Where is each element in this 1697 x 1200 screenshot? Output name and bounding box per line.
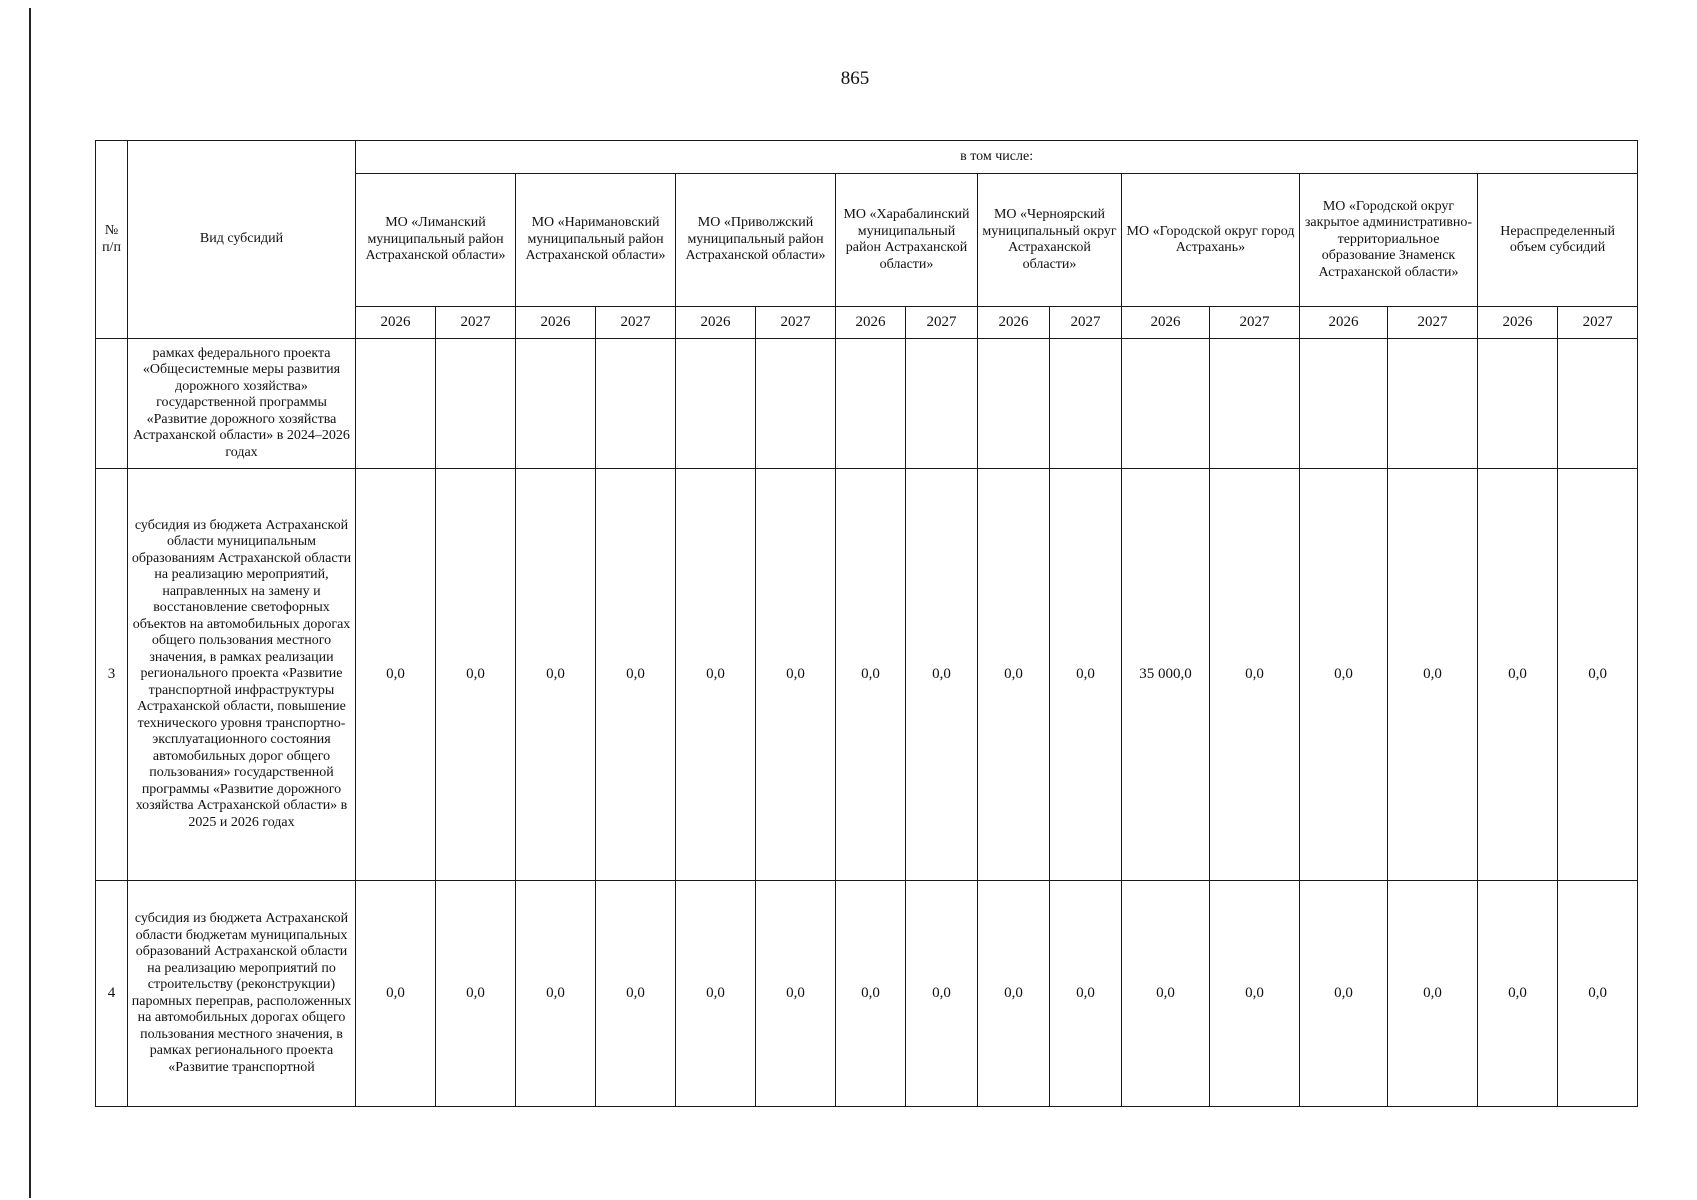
col-header-privolzhsky: МО «Приволжский муниципальный район Астраханской области» bbox=[676, 174, 836, 307]
col-header-limansky: МО «Лиманский муниципальный район Астраханской области» bbox=[356, 174, 516, 307]
table-row bbox=[96, 881, 1638, 1107]
year-header: 2027 bbox=[1210, 307, 1300, 339]
year-header: 2027 bbox=[436, 307, 516, 339]
value-cell: 0,0 bbox=[516, 469, 596, 881]
table-row bbox=[96, 339, 1638, 469]
year-header: 2026 bbox=[676, 307, 756, 339]
value-cell: 0,0 bbox=[1300, 469, 1388, 881]
value-cell: 0,0 bbox=[676, 469, 756, 881]
col-header-znamensk: МО «Городской округ закрытое административно-территориальное образование Знаменск Астраханской области» bbox=[1300, 174, 1478, 307]
value-cell: 0,0 bbox=[1558, 881, 1638, 1107]
year-header: 2027 bbox=[1558, 307, 1638, 339]
value-cell: 0,0 bbox=[1558, 469, 1638, 881]
value-cell bbox=[1478, 339, 1558, 469]
value-cell bbox=[1388, 339, 1478, 469]
year-header: 2026 bbox=[1122, 307, 1210, 339]
value-cell: 0,0 bbox=[596, 881, 676, 1107]
row-number bbox=[96, 339, 128, 469]
value-cell: 0,0 bbox=[1050, 881, 1122, 1107]
col-header-chernoyarsky: МО «Черноярский муниципальный округ Астраханской области» bbox=[978, 174, 1122, 307]
year-header: 2027 bbox=[1050, 307, 1122, 339]
value-cell bbox=[516, 339, 596, 469]
value-cell: 0,0 bbox=[836, 881, 906, 1107]
value-cell: 0,0 bbox=[978, 881, 1050, 1107]
value-cell bbox=[356, 339, 436, 469]
year-header: 2027 bbox=[596, 307, 676, 339]
value-cell: 0,0 bbox=[756, 881, 836, 1107]
value-cell bbox=[1050, 339, 1122, 469]
value-cell bbox=[978, 339, 1050, 469]
row-description: субсидия из бюджета Астраханской области бюджетам муниципальных образований Астраханской области на реализацию мероприятий по строительству (реконструкции) паромных переправ, расположенных на автомобильных дорогах общего пользования местного значения, в рамках регионального проекта «Развитие транспортной bbox=[128, 881, 356, 1107]
col-header-narimanovsky: МО «Наримановский муниципальный район Астраханской области» bbox=[516, 174, 676, 307]
subsidy-table bbox=[95, 140, 1638, 1107]
value-cell bbox=[676, 339, 756, 469]
value-cell: 0,0 bbox=[1478, 469, 1558, 881]
col-header-number: № п/п bbox=[96, 141, 128, 339]
value-cell bbox=[1558, 339, 1638, 469]
year-header: 2027 bbox=[906, 307, 978, 339]
row-description: рамках федерального проекта «Общесистемные меры развития дорожного хозяйства» государственной программы «Развитие дорожного хозяйства Астраханской области» в 2024–2026 годах bbox=[128, 339, 356, 469]
row-number: 4 bbox=[96, 881, 128, 1107]
value-cell: 0,0 bbox=[516, 881, 596, 1107]
group-header-including: в том числе: bbox=[356, 141, 1638, 174]
year-header: 2027 bbox=[1388, 307, 1478, 339]
year-header: 2026 bbox=[1478, 307, 1558, 339]
value-cell bbox=[596, 339, 676, 469]
value-cell: 0,0 bbox=[436, 881, 516, 1107]
value-cell bbox=[1300, 339, 1388, 469]
value-cell: 0,0 bbox=[596, 469, 676, 881]
value-cell: 0,0 bbox=[906, 469, 978, 881]
value-cell bbox=[436, 339, 516, 469]
col-header-unallocated: Нераспределенный объем субсидий bbox=[1478, 174, 1638, 307]
col-header-astrakhan-city: МО «Городской округ город Астрахань» bbox=[1122, 174, 1300, 307]
value-cell bbox=[836, 339, 906, 469]
value-cell: 35 000,0 bbox=[1122, 469, 1210, 881]
value-cell: 0,0 bbox=[1300, 881, 1388, 1107]
value-cell: 0,0 bbox=[836, 469, 906, 881]
value-cell: 0,0 bbox=[1388, 469, 1478, 881]
value-cell: 0,0 bbox=[1388, 881, 1478, 1107]
value-cell: 0,0 bbox=[1210, 469, 1300, 881]
table-row bbox=[96, 469, 1638, 881]
value-cell: 0,0 bbox=[978, 469, 1050, 881]
year-header: 2026 bbox=[1300, 307, 1388, 339]
scan-edge-line bbox=[29, 8, 31, 1198]
value-cell: 0,0 bbox=[436, 469, 516, 881]
col-header-subsidy-type: Вид субсидий bbox=[128, 141, 356, 339]
page-number: 865 bbox=[840, 68, 870, 89]
value-cell: 0,0 bbox=[676, 881, 756, 1107]
value-cell bbox=[756, 339, 836, 469]
year-header: 2026 bbox=[978, 307, 1050, 339]
value-cell: 0,0 bbox=[906, 881, 978, 1107]
year-header: 2026 bbox=[836, 307, 906, 339]
year-header: 2027 bbox=[756, 307, 836, 339]
value-cell bbox=[1210, 339, 1300, 469]
value-cell bbox=[906, 339, 978, 469]
col-header-kharabalinsky: МО «Харабалинский муниципальный район Астраханской области» bbox=[836, 174, 978, 307]
row-number: 3 bbox=[96, 469, 128, 881]
year-header: 2026 bbox=[356, 307, 436, 339]
value-cell: 0,0 bbox=[756, 469, 836, 881]
value-cell: 0,0 bbox=[1210, 881, 1300, 1107]
year-header: 2026 bbox=[516, 307, 596, 339]
row-description: субсидия из бюджета Астраханской области муниципальным образованиям Астраханской области на реализацию мероприятий, направленных на замену и восстановление светофорных объектов на автомобильных дорогах общего пользования местного значения, в рамках реализации регионального проекта «Развитие транспортной инфраструктуры Астраханской области, повышение технического уровня транспортно-эксплуатационного состояния автомобильных дорог общего пользования» государственной программы «Развитие дорожного хозяйства Астраханской области» в 2025 и 2026 годах bbox=[128, 469, 356, 881]
value-cell: 0,0 bbox=[1478, 881, 1558, 1107]
value-cell: 0,0 bbox=[1050, 469, 1122, 881]
value-cell: 0,0 bbox=[356, 881, 436, 1107]
value-cell: 0,0 bbox=[1122, 881, 1210, 1107]
value-cell: 0,0 bbox=[356, 469, 436, 881]
value-cell bbox=[1122, 339, 1210, 469]
